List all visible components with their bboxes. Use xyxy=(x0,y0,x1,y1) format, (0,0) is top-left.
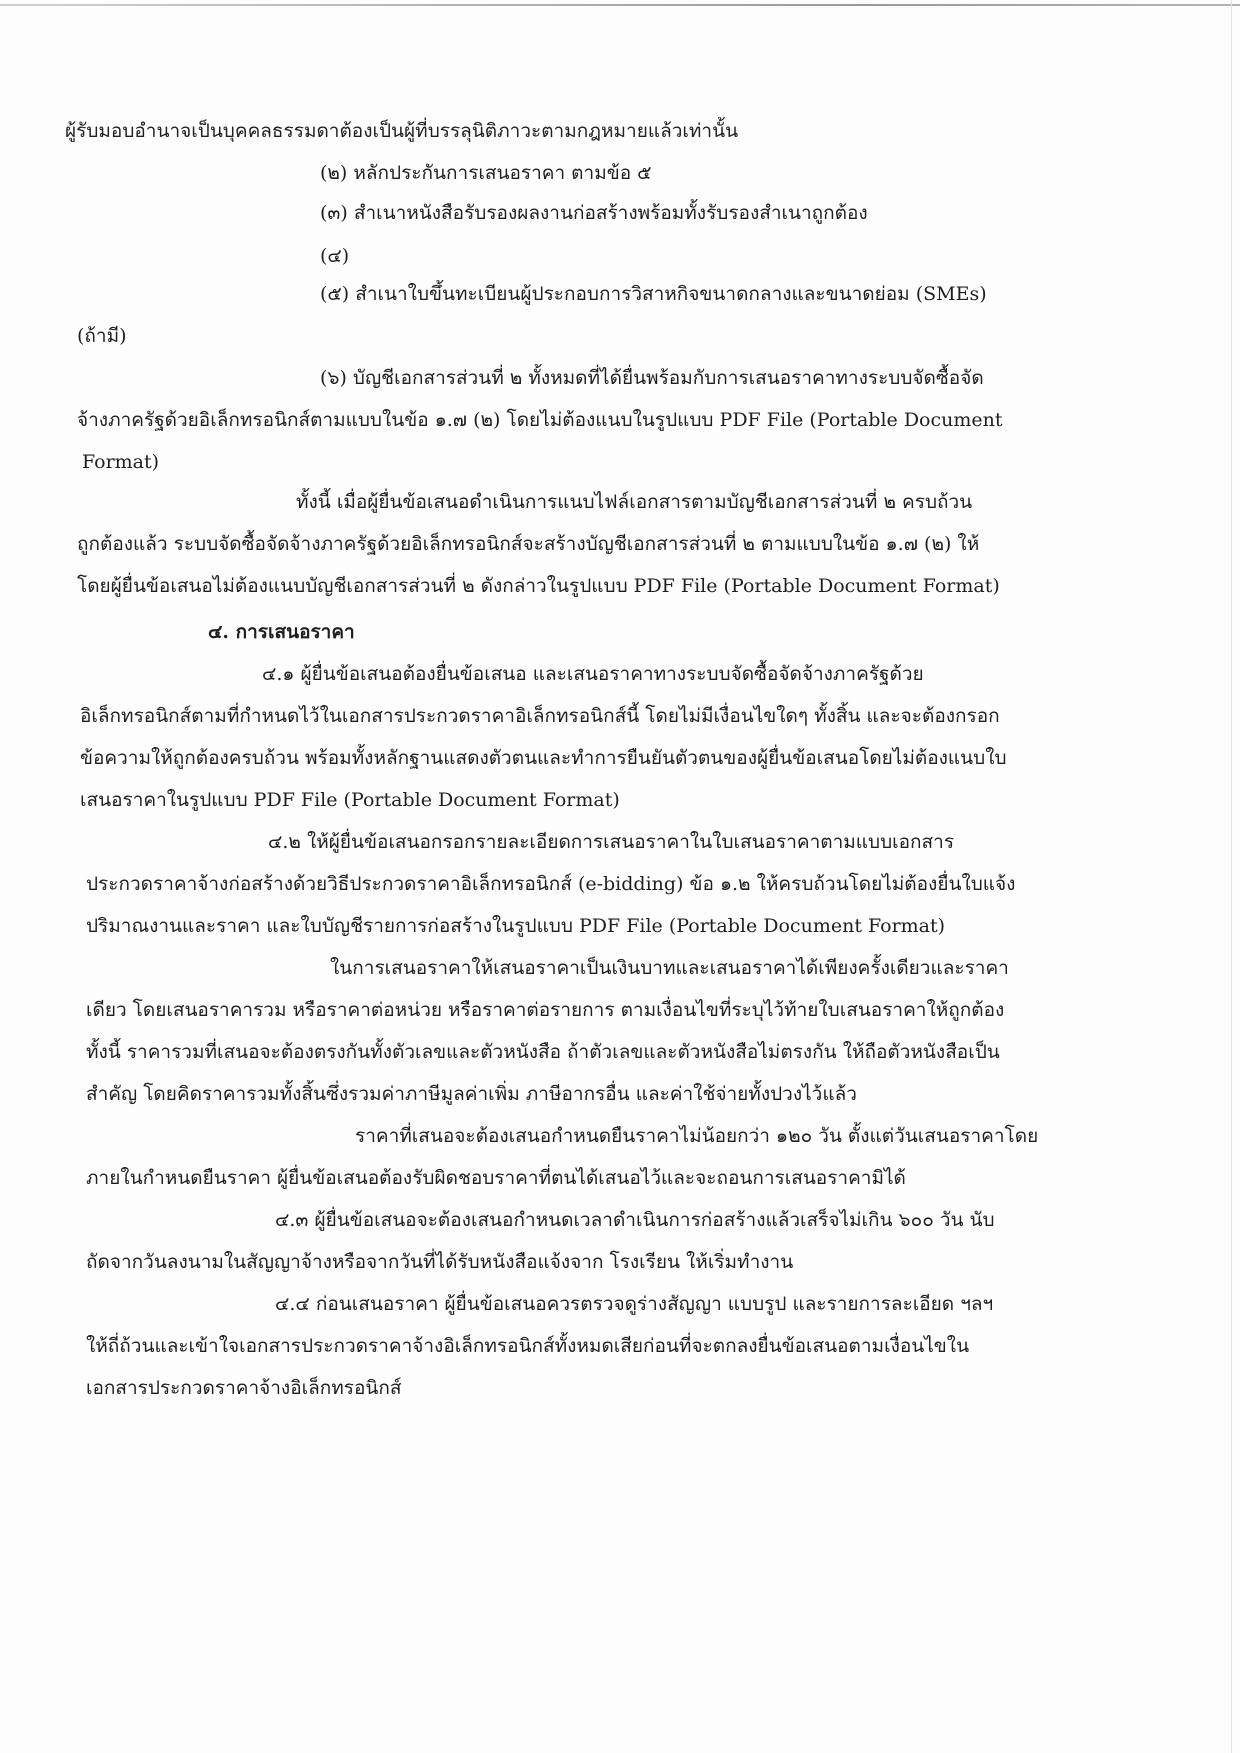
top-scan-edge xyxy=(0,4,1240,6)
clause-4-4: ๔.๔ ก่อนเสนอราคา ผู้ยื่นข้อเสนอควรตรวจดูร่างสัญญา แบบรูป และรายการละเอียด ฯลฯ xyxy=(275,1293,994,1315)
clause-4-2: ๔.๒ ให้ผู้ยื่นข้อเสนอกรอกรายละเอียดการเสนอราคาในใบเสนอราคาตามแบบเอกสาร xyxy=(268,831,955,853)
paragraph-start: ทั้งนี้ เมื่อผู้ยื่นข้อเสนอดำเนินการแนบไฟล์เอกสารตามบัญชีเอกสารส่วนที่ ๒ ครบถ้วน xyxy=(296,491,973,513)
text-line: เอกสารประกวดราคาจ้างอิเล็กทรอนิกส์ xyxy=(86,1377,402,1399)
list-item-2: (๒) หลักประกันการเสนอราคา ตามข้อ ๕ xyxy=(320,162,652,184)
text-line: ข้อความให้ถูกต้องครบถ้วน พร้อมทั้งหลักฐานแสดงตัวตนและทำการยืนยันตัวตนของผู้ยื่นข้อเสนอโดยไม่ต้องแนบใบ xyxy=(80,747,1007,769)
text-line: จ้างภาครัฐด้วยอิเล็กทรอนิกส์ตามแบบในข้อ ๑.๗ (๒) โดยไม่ต้องแนบในรูปแบบ PDF File (Portable Document xyxy=(77,409,1003,431)
text-line: Format) xyxy=(82,451,160,473)
clause-4-1: ๔.๑ ผู้ยื่นข้อเสนอต้องยื่นข้อเสนอ และเสนอราคาทางระบบจัดซื้อจัดจ้างภาครัฐด้วย xyxy=(262,663,924,685)
text-line: ภายในกำหนดยืนราคา ผู้ยื่นข้อเสนอต้องรับผิดชอบราคาที่ตนได้เสนอไว้และจะถอนการเสนอราคามิได้ xyxy=(86,1167,906,1189)
text-line: ประกวดราคาจ้างก่อสร้างด้วยวิธีประกวดราคาอิเล็กทรอนิกส์ (e-bidding) ข้อ ๑.๒ ให้ครบถ้วนโดยไม่ต้องยื่นใบแจ้ง xyxy=(86,873,1016,895)
text-line: ให้ถี่ถ้วนและเข้าใจเอกสารประกวดราคาจ้างอิเล็กทรอนิกส์ทั้งหมดเสียก่อนที่จะตกลงยื่นข้อเสนอตามเงื่อนไขใน xyxy=(86,1335,970,1357)
text-line: โดยผู้ยื่นข้อเสนอไม่ต้องแนบบัญชีเอกสารส่วนที่ ๒ ดังกล่าวในรูปแบบ PDF File (Portable Document Format) xyxy=(77,575,1000,597)
text-line: สำคัญ โดยคิดราคารวมทั้งสิ้นซึ่งรวมค่าภาษีมูลค่าเพิ่ม ภาษีอากรอื่น และค่าใช้จ่ายทั้งปวงไว้แล้ว xyxy=(86,1083,857,1105)
text-line: เดียว โดยเสนอราคารวม หรือราคาต่อหน่วย หรือราคาต่อรายการ ตามเงื่อนไขที่ระบุไว้ท้ายใบเสนอราคาให้ถูกต้อง xyxy=(86,999,1005,1021)
paragraph-start: ในการเสนอราคาให้เสนอราคาเป็นเงินบาทและเสนอราคาได้เพียงครั้งเดียวและราคา xyxy=(330,957,1009,979)
text-line: ผู้รับมอบอำนาจเป็นบุคคลธรรมดาต้องเป็นผู้ที่บรรลุนิติภาวะตามกฎหมายแล้วเท่านั้น xyxy=(65,120,739,142)
list-item-5: (๕) สำเนาใบขึ้นทะเบียนผู้ประกอบการวิสาหกิจขนาดกลางและขนาดย่อม (SMEs) xyxy=(320,283,987,305)
right-scan-edge xyxy=(1231,0,1232,1753)
paragraph-start: ราคาที่เสนอจะต้องเสนอกำหนดยืนราคาไม่น้อยกว่า ๑๒๐ วัน ตั้งแต่วันเสนอราคาโดย xyxy=(355,1125,1039,1147)
list-item-4: (๔) xyxy=(320,245,350,267)
list-item-6: (๖) บัญชีเอกสารส่วนที่ ๒ ทั้งหมดที่ได้ยื่นพร้อมกับการเสนอราคาทางระบบจัดซื้อจัด xyxy=(320,367,984,389)
text-line: ถัดจากวันลงนามในสัญญาจ้างหรือจากวันที่ได้รับหนังสือแจ้งจาก โรงเรียน ให้เริ่มทำงาน xyxy=(86,1251,794,1273)
section-heading: ๔. การเสนอราคา xyxy=(208,621,355,643)
text-line: (ถ้ามี) xyxy=(77,325,127,347)
clause-4-3: ๔.๓ ผู้ยื่นข้อเสนอจะต้องเสนอกำหนดเวลาดำเนินการก่อสร้างแล้วเสร็จไม่เกิน ๖๐๐ วัน นับ xyxy=(275,1209,995,1231)
text-line: ปริมาณงานและราคา และใบบัญชีรายการก่อสร้างในรูปแบบ PDF File (Portable Document Format) xyxy=(86,915,946,937)
text-line: อิเล็กทรอนิกส์ตามที่กำหนดไว้ในเอกสารประกวดราคาอิเล็กทรอนิกส์นี้ โดยไม่มีเงื่อนไขใดๆ ทั้งสิ้น และจะต้องกรอก xyxy=(80,705,1000,727)
list-item-3: (๓) สำเนาหนังสือรับรองผลงานก่อสร้างพร้อมทั้งรับรองสำเนาถูกต้อง xyxy=(320,202,868,224)
text-line: ทั้งนี้ ราคารวมที่เสนอจะต้องตรงกันทั้งตัวเลขและตัวหนังสือ ถ้าตัวเลขและตัวหนังสือไม่ตรงกัน ให้ถือตัวหนังสือเป็น xyxy=(86,1041,1000,1063)
text-line: ถูกต้องแล้ว ระบบจัดซื้อจัดจ้างภาครัฐด้วยอิเล็กทรอนิกส์จะสร้างบัญชีเอกสารส่วนที่ ๒ ตามแบบในข้อ ๑.๗ (๒) ให้ xyxy=(77,533,980,555)
text-line: เสนอราคาในรูปแบบ PDF File (Portable Document Format) xyxy=(80,789,620,811)
